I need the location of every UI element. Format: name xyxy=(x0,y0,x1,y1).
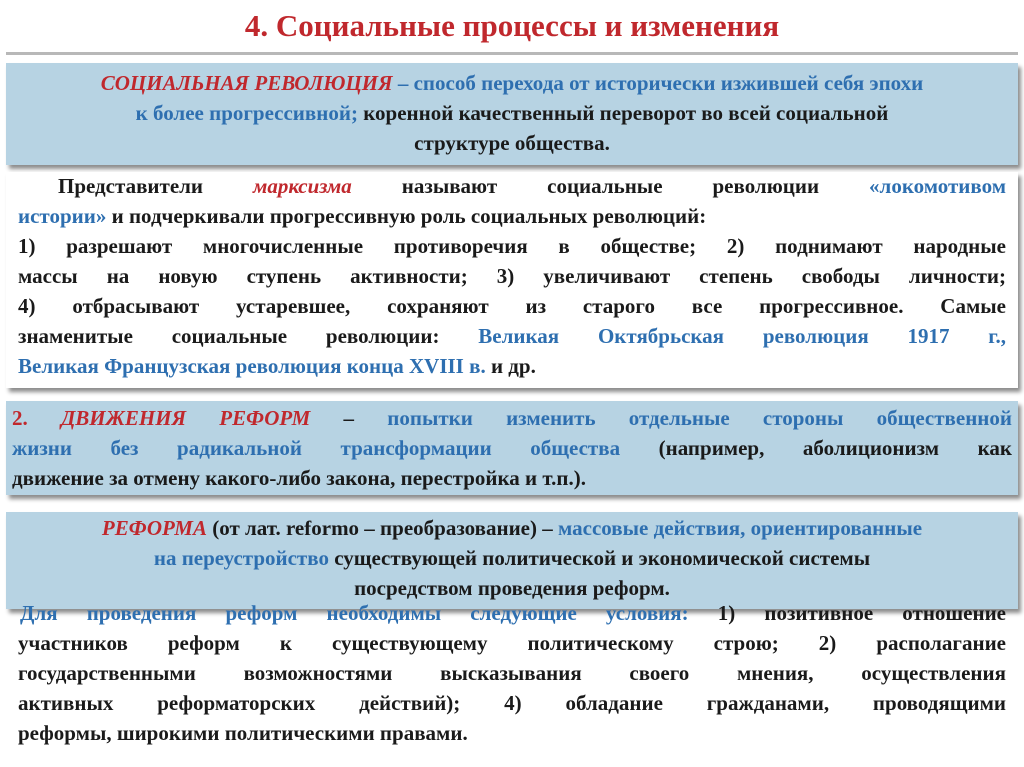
revolution-def-part3: коренной качественный переворот во всей социальной xyxy=(357,101,889,125)
reform-movements-term: ДВИЖЕНИЯ РЕФОРМ xyxy=(60,406,311,430)
reform-definition-text: РЕФОРМА (от лат. reformo – преобразование) – массовые действия, ориентированные на переустройство существующей политической и экономической системы посредством проведения реформ. xyxy=(101,516,923,600)
marxism-term: марксизма xyxy=(253,174,352,198)
french-revolution: Великая Французская революция конца XVIII в. xyxy=(18,354,486,378)
marxism-paragraph: Представители марксизма называют социальные революции «локомотивом истории» и подчеркивали прогрессивную роль социальных революций: 1) разрешают многочисленные противоречия в обществе; 2) поднимают народные массы на новую ступень активности; 3) увеличивают степень свободы личности; 4) отбрасывают устаревшее, сохраняют из старого все прогрессивное. Самые знаменитые социальные революции: Великая Октябрьская революция 1917 г., Великая Французская революция конца XVIII в. и др. xyxy=(18,174,1007,378)
title-divider xyxy=(6,52,1018,55)
october-revolution: Великая Октябрьская революция 1917 г., xyxy=(478,324,1006,348)
revolution-def-part1: способ перехода от исторически изжившей себя эпохи xyxy=(413,71,924,95)
revolution-term: СОЦИАЛЬНАЯ РЕВОЛЮЦИЯ xyxy=(100,71,393,95)
reform-conditions-paragraph: Для проведения реформ необходимы следующие условия: 1) позитивное отношение участников реформ к существующему политическому строю; 2) располагание государственными возможностями высказывания своего мнения, осуществления активных реформаторских действий); 4) обладание гражданами, проводящими реформы, широкими политическими правами. xyxy=(18,601,1006,745)
revolution-def-part4: структуре общества. xyxy=(414,131,610,155)
revolution-def-part2: к более прогрессивной; xyxy=(135,101,358,125)
revolution-definition-text: СОЦИАЛЬНАЯ РЕВОЛЮЦИЯ – способ перехода от исторически изжившей себя эпохи к более прогрессивной; коренной качественный переворот во всей социальной структуре общества. xyxy=(12,68,1012,158)
reform-term: РЕФОРМА xyxy=(101,516,207,540)
reform-movements-text: 2. ДВИЖЕНИЯ РЕФОРМ – попытки изменить отдельные стороны общественной жизни без радикальной трансформации общества (например, аболиционизм как движение за отмену какого-либо закона, перестройка и т.п.). xyxy=(12,406,1013,490)
page-title: 4. Социальные процессы и изменения xyxy=(244,8,780,43)
